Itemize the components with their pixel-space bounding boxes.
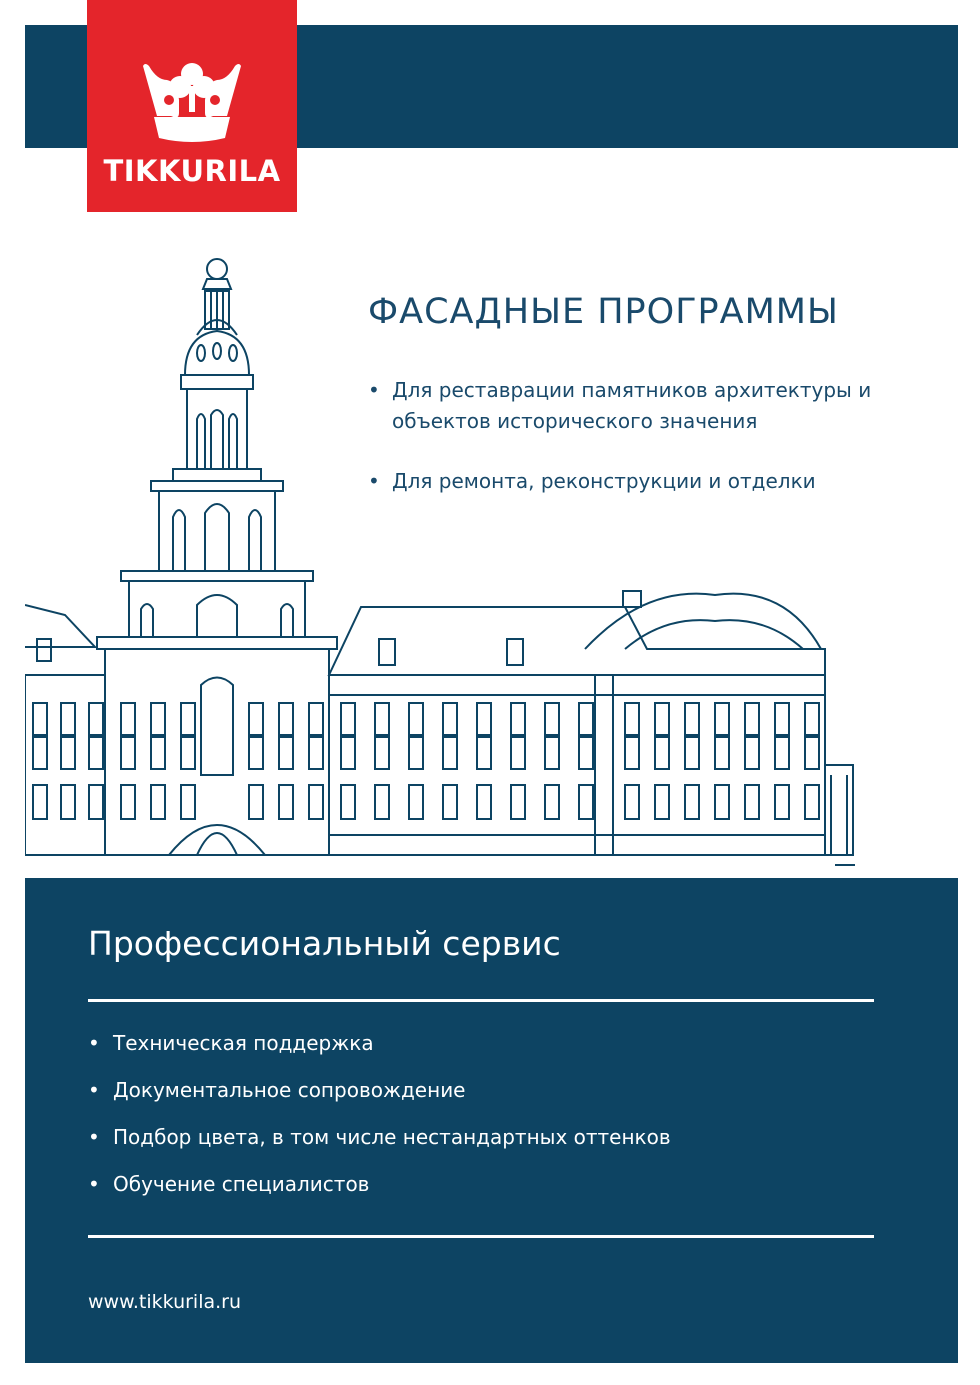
window-shape [249,703,263,737]
window-shape [61,703,75,737]
window-shape [655,703,669,737]
list-item: • Техническая поддержка [88,1030,671,1057]
window-shape [805,785,819,819]
window-shape [745,703,759,737]
window-shape [121,785,135,819]
window-shape [151,703,165,737]
list-item: • Для ремонта, реконструкции и отделки [368,466,928,497]
window-shape [655,735,669,769]
window-shape [279,735,293,769]
window-shape [775,785,789,819]
window-shape [477,703,491,737]
window-shape [685,785,699,819]
window-shape [545,735,559,769]
window-shape [477,735,491,769]
window-shape [511,785,525,819]
window-shape [89,703,103,737]
window-shape [249,735,263,769]
window-shape [745,735,759,769]
window-shape [443,785,457,819]
window-shape [409,785,423,819]
window-shape [309,735,323,769]
brand-name: TIKKURILA [103,154,281,188]
window-shape [745,785,759,819]
window-shape [409,735,423,769]
service-panel [25,878,958,1363]
window-shape [715,703,729,737]
window-shape [181,785,195,819]
window-shape [685,703,699,737]
window-shape [775,735,789,769]
window-shape [805,735,819,769]
window-shape [151,735,165,769]
window-shape [61,785,75,819]
window-shape [805,703,819,737]
window-shape [443,735,457,769]
window-shape [655,785,669,819]
window-shape [33,735,47,769]
window-shape [341,735,355,769]
window-shape [375,785,389,819]
window-shape [309,703,323,737]
window-shape [341,703,355,737]
window-shape [511,703,525,737]
window-shape [61,735,75,769]
window-shape [715,785,729,819]
divider [88,1235,874,1238]
window-shape [89,785,103,819]
window-shape [545,703,559,737]
historic-building-illustration [25,255,855,867]
window-shape [341,785,355,819]
window-shape [715,735,729,769]
window-shape [151,785,165,819]
page-title: ФАСАДНЫЕ ПРОГРАММЫ [368,292,839,332]
window-shape [545,785,559,819]
window-shape [33,785,47,819]
window-shape [511,735,525,769]
list-item: • Документальное сопровождение [88,1077,671,1104]
window-shape [579,785,593,819]
list-item: • Обучение специалистов [88,1171,671,1198]
window-shape [279,785,293,819]
service-title: Профессиональный сервис [88,924,561,963]
window-shape [279,703,293,737]
window-shape [375,735,389,769]
window-shape [477,785,491,819]
window-shape [309,785,323,819]
window-shape [181,735,195,769]
window-shape [579,735,593,769]
divider [88,999,874,1002]
website-link[interactable]: www.tikkurila.ru [88,1291,242,1313]
window-shape [775,703,789,737]
window-shape [625,735,639,769]
window-shape [121,735,135,769]
window-shape [443,703,457,737]
window-shape [625,785,639,819]
list-item: • Для реставрации памятников архитектуры и объектов исторического значения [368,375,928,437]
window-shape [685,735,699,769]
service-list [88,1030,671,1218]
window-shape [249,785,263,819]
window-shape [409,703,423,737]
brand-logo[interactable] [87,0,297,212]
window-shape [33,703,47,737]
crown-icon [87,0,297,150]
window-shape [625,703,639,737]
window-shape [579,703,593,737]
window-shape [89,735,103,769]
window-shape [121,703,135,737]
window-shape [181,703,195,737]
list-item: • Подбор цвета, в том числе нестандартных оттенков [88,1124,671,1151]
window-shape [375,703,389,737]
